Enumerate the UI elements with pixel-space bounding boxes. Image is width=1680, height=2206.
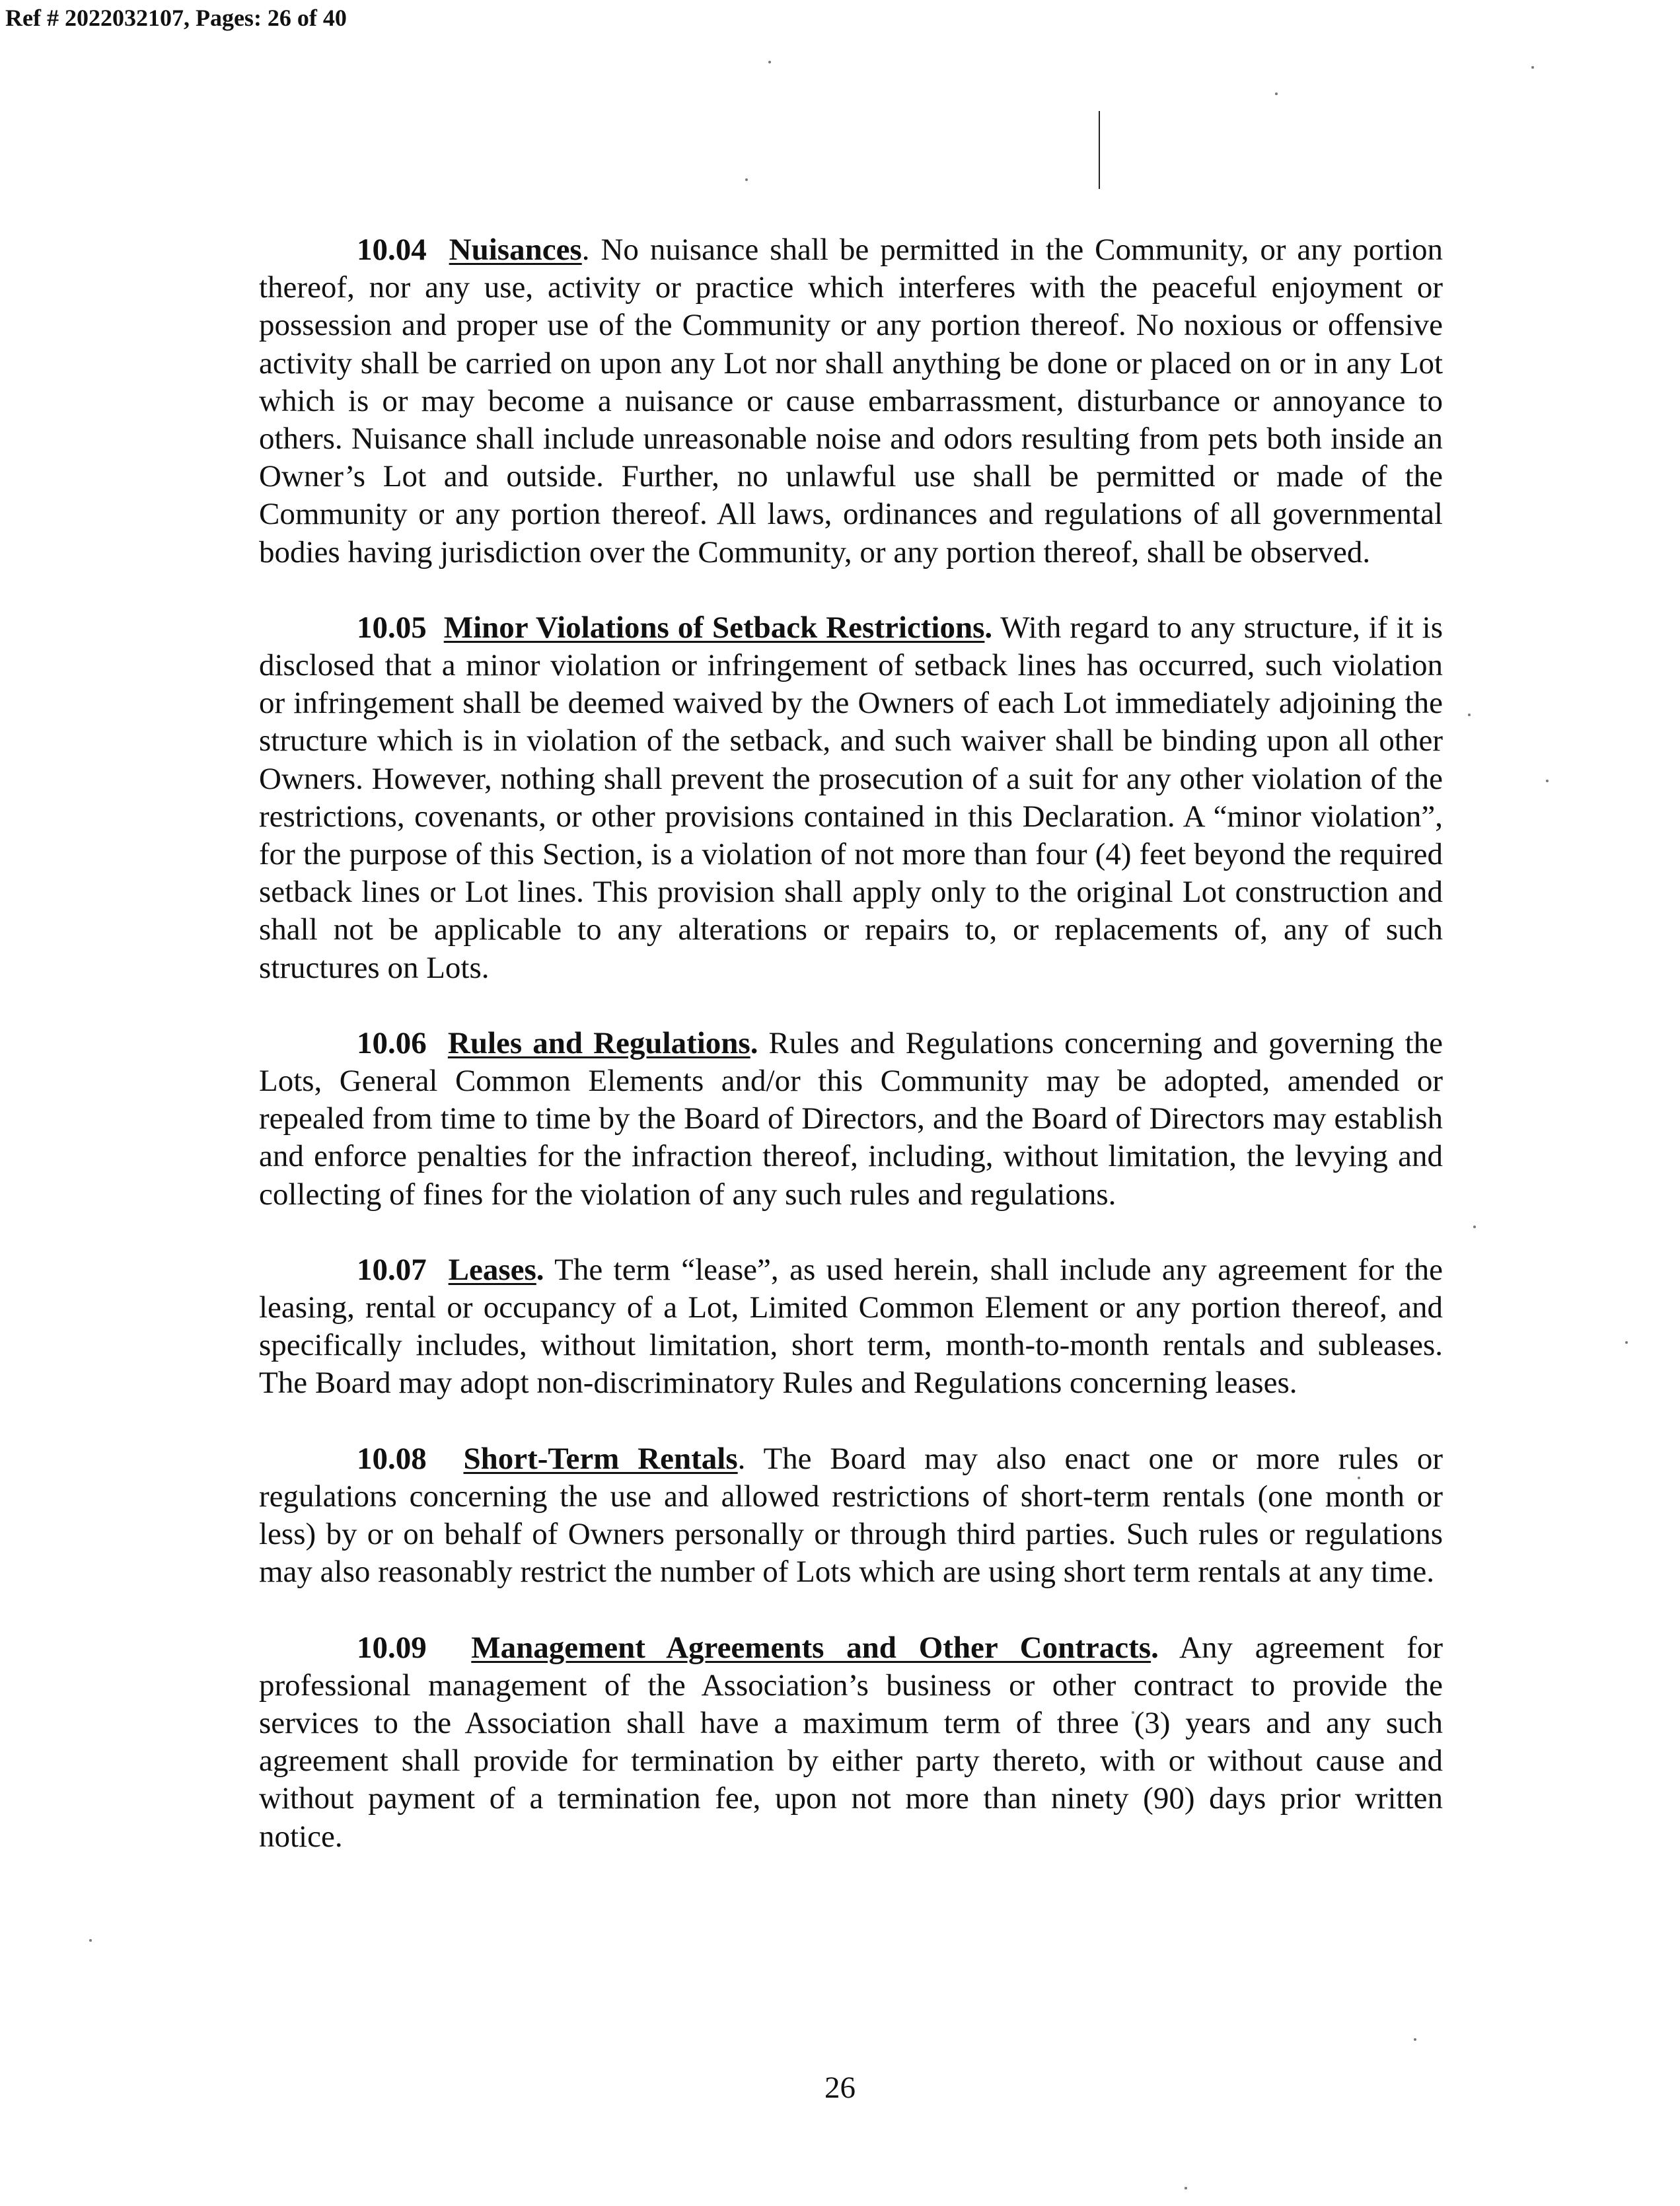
section-number: 10.08 <box>357 1441 427 1476</box>
scan-artifact-line <box>1099 111 1100 189</box>
scan-artifact-dot <box>768 61 771 63</box>
scan-artifact-dot <box>1414 2038 1416 2041</box>
section-title: Rules and Regulations <box>447 1025 750 1060</box>
section-10-09 <box>259 1629 1443 1856</box>
title-terminator: . <box>750 1025 758 1060</box>
section-number: 10.09 <box>357 1630 427 1665</box>
title-terminator: . <box>737 1441 746 1476</box>
section-title: Minor Violations of Setback Restrictions <box>443 610 985 645</box>
section-number: 10.05 <box>357 610 427 645</box>
title-terminator: . <box>536 1252 544 1287</box>
scan-artifact-dot <box>89 1939 92 1942</box>
document-body <box>259 231 1443 1893</box>
scan-artifact-dot <box>1185 2187 1187 2189</box>
scan-artifact-dot <box>1546 780 1549 782</box>
section-10-08 <box>259 1440 1443 1592</box>
reference-header: Ref # 2022032107, Pages: 26 of 40 <box>5 5 347 31</box>
section-title: Leases <box>448 1252 536 1287</box>
scan-artifact-dot <box>1625 1341 1628 1344</box>
section-10-05 <box>259 609 1443 987</box>
scan-artifact-dot <box>1473 1226 1476 1228</box>
scan-artifact-dot <box>1531 66 1534 69</box>
section-10-06 <box>259 1025 1443 1214</box>
section-title: Management Agreements and Other Contracts <box>471 1630 1151 1665</box>
title-terminator: . <box>1151 1630 1159 1665</box>
section-title: Short-Term Rentals <box>463 1441 738 1476</box>
section-number: 10.07 <box>357 1252 427 1287</box>
section-text: The Board may also enact one or more rules or regulations concerning the use and allowed restrictions of short-term rentals (one month or less) by or on behalf of Owners personally or through third parties. Such rules or regulations may also reasonably restrict the number of Lots which are using short term rentals at any time. <box>259 1441 1443 1590</box>
section-number: 10.04 <box>357 233 427 267</box>
section-text: Any agreement for professional management of the Association’s business or other contract to provide the services to the Association shall have a maximum term of three (3) years and any such agreement shall provide for termination by either party thereto, with or without cause and without payment of a termination fee, upon not more than ninety (90) days prior written notice. <box>259 1630 1443 1854</box>
section-text: The term “lease”, as used herein, shall include any agreement for the leasing, rental or occupancy of a Lot, Limited Common Element or any portion thereof, and specifically includes, without limitation, short term, month-to-month rentals and subleases. The Board may adopt non-discriminatory Rules and Regulations concerning leases. <box>259 1252 1443 1401</box>
page-number: 26 <box>824 2071 856 2105</box>
section-text: No nuisance shall be permitted in the Community, or any portion thereof, nor any use, activity or practice which interferes with the peaceful enjoyment or possession and proper use of the Community or any portion thereof. No noxious or offensive activity shall be carried on upon any Lot nor shall anything be done or placed on or in any Lot which is or may become a nuisance or cause embarrassment, disturbance or annoyance to others. Nuisance shall include unreasonable noise and odors resulting from pets both inside an Owner’s Lot and outside. Further, no unlawful use shall be permitted or made of the Community or any portion thereof. All laws, ordinances and regulations of all governmental bodies having jurisdiction over the Community, or any portion thereof, shall be observed. <box>259 233 1443 570</box>
section-text: With regard to any structure, if it is disclosed that a minor violation or infringement of setback lines has occurred, such violation or infringement shall be deemed waived by the Owners of each Lot immediately adjoining the structure which is in violation of the setback, and such waiver shall be binding upon all other Owners. However, nothing shall prevent the prosecution of a suit for any other violation of the restrictions, covenants, or other provisions contained in this Declaration. A “minor violation”, for the purpose of this Section, is a violation of not more than four (4) feet beyond the required setback lines or Lot lines. This provision shall apply only to the original Lot construction and shall not be applicable to any alterations or repairs to, or replacements of, any of such structures on Lots. <box>259 610 1443 985</box>
scan-artifact-dot <box>745 178 748 181</box>
section-text: Rules and Regulations concerning and governing the Lots, General Common Elements and/or this Community may be adopted, amended or repealed from time to time by the Board of Directors, and the Board of Directors may establish and enforce penalties for the infraction thereof, including, without limitation, the levying and collecting of fines for the violation of any such rules and regulations. <box>259 1025 1443 1212</box>
section-10-07 <box>259 1251 1443 1403</box>
section-title: Nuisances <box>449 233 582 267</box>
section-10-04 <box>259 231 1443 571</box>
title-terminator: . <box>581 233 590 267</box>
section-number: 10.06 <box>357 1025 427 1060</box>
title-terminator: . <box>984 610 993 645</box>
scan-artifact-dot <box>1275 92 1278 95</box>
scan-artifact-dot <box>1468 714 1471 716</box>
